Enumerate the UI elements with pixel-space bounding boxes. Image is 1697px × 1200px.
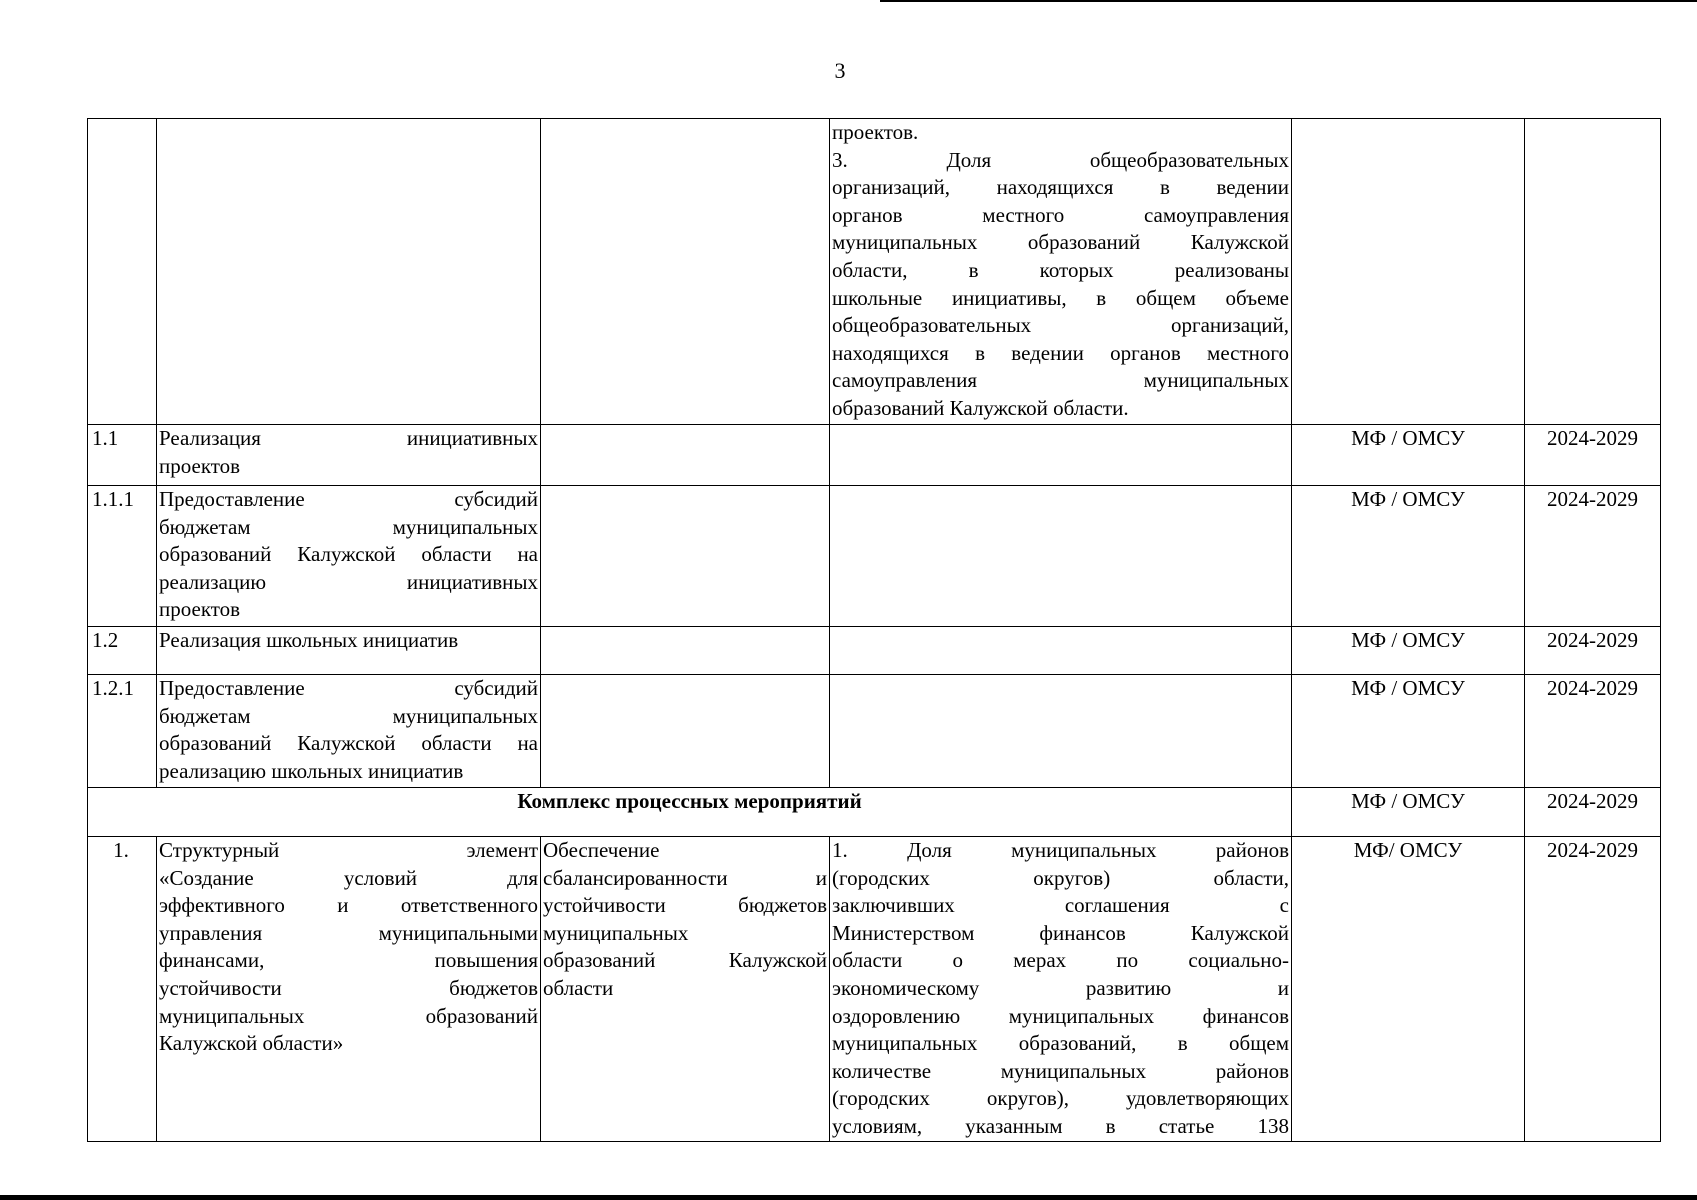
cell-period bbox=[1525, 119, 1661, 425]
indicator-line: заключивших соглашения с bbox=[832, 893, 1289, 918]
row-period: 2024-2029 bbox=[1525, 837, 1661, 1142]
indicator-line: (городских округов) области, bbox=[832, 865, 1289, 890]
name-line: управления муниципальными bbox=[159, 920, 538, 945]
cell-task bbox=[541, 486, 830, 627]
cell-indicator bbox=[830, 675, 1292, 788]
table-row bbox=[88, 486, 1661, 627]
cell-indicator bbox=[830, 486, 1292, 627]
name-line: реализацию инициативных bbox=[159, 569, 538, 594]
cell-task bbox=[541, 119, 830, 425]
indicator-line: образований Калужской области. bbox=[832, 395, 1129, 420]
program-table bbox=[87, 118, 1661, 1142]
name-line: Структурный элемент bbox=[159, 838, 538, 862]
name-line: образований Калужской области на bbox=[159, 731, 538, 756]
cell-task bbox=[541, 675, 830, 788]
name-line: проектов bbox=[159, 597, 241, 622]
indicator-line: экономическому развитию и bbox=[832, 975, 1289, 1000]
task-line: области bbox=[543, 975, 614, 1000]
row-period: 2024-2029 bbox=[1525, 627, 1661, 675]
cell-task bbox=[541, 627, 830, 675]
cell-indicator bbox=[830, 425, 1292, 486]
row-responsible: МФ / ОМСУ bbox=[1292, 627, 1525, 675]
name-line: реализацию школьных инициатив bbox=[159, 758, 464, 783]
name-line: муниципальных образований bbox=[159, 1003, 538, 1028]
cell-indicator bbox=[830, 627, 1292, 675]
table-row-continuation bbox=[88, 119, 1661, 425]
indicator-line: 3. Доля общеобразовательных bbox=[832, 147, 1289, 172]
cell-num bbox=[88, 119, 157, 425]
section-period: 2024-2029 bbox=[1525, 788, 1661, 837]
name-line: бюджетам муниципальных bbox=[159, 514, 538, 539]
name-line: Реализация школьных инициатив bbox=[159, 628, 459, 652]
row-responsible: МФ / ОМСУ bbox=[1292, 486, 1525, 627]
indicator-line: условиям, указанным в статье 138 bbox=[832, 1113, 1289, 1138]
row-name bbox=[157, 675, 541, 788]
task-line: устойчивости бюджетов bbox=[543, 893, 827, 918]
indicator-line: органов местного самоуправления bbox=[832, 202, 1289, 227]
name-line: проектов bbox=[159, 453, 241, 478]
table-row bbox=[88, 425, 1661, 486]
row-number: 1.2.1 bbox=[88, 675, 157, 788]
row-name bbox=[157, 627, 541, 675]
row-task bbox=[541, 837, 830, 1142]
table-row bbox=[88, 627, 1661, 675]
task-line: муниципальных bbox=[543, 920, 689, 945]
row-indicator bbox=[830, 837, 1292, 1142]
indicator-line: муниципальных образований Калужской bbox=[832, 230, 1289, 255]
name-line: эффективного и ответственного bbox=[159, 893, 538, 918]
row-responsible: МФ / ОМСУ bbox=[1292, 675, 1525, 788]
row-responsible: МФ/ ОМСУ bbox=[1292, 837, 1525, 1142]
cell-task bbox=[541, 425, 830, 486]
page-number: 3 bbox=[834, 58, 846, 83]
bottom-rule bbox=[0, 1195, 1697, 1200]
row-name bbox=[157, 425, 541, 486]
row-name bbox=[157, 837, 541, 1142]
indicator-line: проектов. bbox=[832, 120, 919, 144]
name-line: Предоставление субсидий bbox=[159, 487, 538, 511]
indicator-line: Министерством финансов Калужской bbox=[832, 920, 1289, 945]
task-line: Обеспечение bbox=[543, 838, 660, 862]
indicator-line: школьные инициативы, в общем объеме bbox=[832, 285, 1289, 310]
cell-name bbox=[157, 119, 541, 425]
section-responsible: МФ / ОМСУ bbox=[1292, 788, 1525, 837]
cell-indicator bbox=[830, 119, 1292, 425]
top-rule bbox=[880, 0, 1697, 2]
name-line: образований Калужской области на bbox=[159, 542, 538, 567]
cell-responsible bbox=[1292, 119, 1525, 425]
name-line: Калужской области» bbox=[159, 1031, 344, 1056]
task-line: образований Калужской bbox=[543, 948, 827, 973]
indicator-line: области о мерах по социально- bbox=[832, 948, 1289, 973]
indicator-line: 1. Доля муниципальных районов bbox=[832, 838, 1289, 862]
row-number: 1.2 bbox=[88, 627, 157, 675]
row-period: 2024-2029 bbox=[1525, 425, 1661, 486]
name-line: «Создание условий для bbox=[159, 865, 538, 890]
name-line: Предоставление субсидий bbox=[159, 676, 538, 700]
name-line: финансами, повышения bbox=[159, 948, 538, 973]
indicator-line: общеобразовательных организаций, bbox=[832, 313, 1289, 338]
row-period: 2024-2029 bbox=[1525, 486, 1661, 627]
row-number: 1.1 bbox=[88, 425, 157, 486]
indicator-line: количестве муниципальных районов bbox=[832, 1058, 1289, 1083]
name-line: бюджетам муниципальных bbox=[159, 703, 538, 728]
indicator-line: самоуправления муниципальных bbox=[832, 368, 1289, 393]
row-responsible: МФ / ОМСУ bbox=[1292, 425, 1525, 486]
table-row bbox=[88, 675, 1661, 788]
name-line: устойчивости бюджетов bbox=[159, 975, 538, 1000]
table-row-structural bbox=[88, 837, 1661, 1142]
row-number: 1.1.1 bbox=[88, 486, 157, 627]
name-line: Реализация инициативных bbox=[159, 426, 538, 450]
indicator-line: находящихся в ведении органов местного bbox=[832, 340, 1289, 365]
section-title: Комплекс процессных мероприятий bbox=[88, 788, 1292, 837]
section-row bbox=[88, 788, 1661, 837]
indicator-line: муниципальных образований, в общем bbox=[832, 1031, 1289, 1056]
row-name bbox=[157, 486, 541, 627]
indicator-line: оздоровлению муниципальных финансов bbox=[832, 1003, 1289, 1028]
row-number: 1. bbox=[88, 837, 157, 1142]
indicator-line: области, в которых реализованы bbox=[832, 257, 1289, 282]
row-period: 2024-2029 bbox=[1525, 675, 1661, 788]
task-line: сбалансированности и bbox=[543, 865, 827, 890]
indicator-line: (городских округов), удовлетворяющих bbox=[832, 1086, 1289, 1111]
indicator-line: организаций, находящихся в ведении bbox=[832, 175, 1289, 200]
